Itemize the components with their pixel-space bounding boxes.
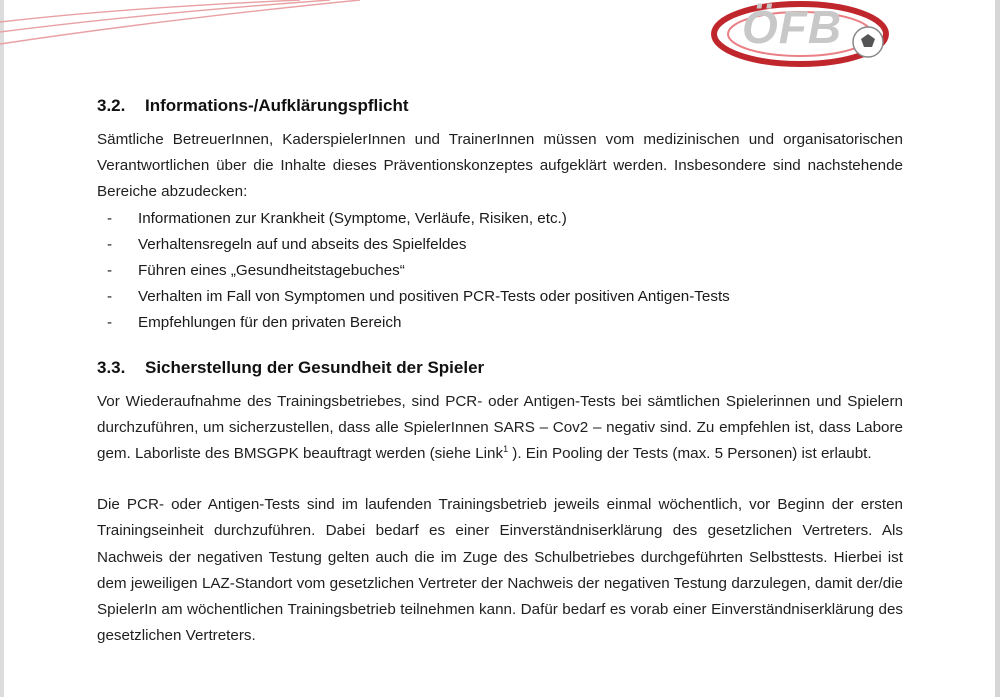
list-item xyxy=(97,206,903,232)
bullet-dash: - xyxy=(107,314,113,332)
bullet-dash: - xyxy=(107,262,113,280)
bullet-dash: - xyxy=(107,209,113,227)
paragraph-text-continued: ). Ein Pooling der Tests (max. 5 Personen) ist erlaubt. xyxy=(508,445,872,463)
document-body xyxy=(97,92,903,649)
section-heading-3-2 xyxy=(97,92,903,120)
list-item xyxy=(97,310,903,336)
section-title: Sicherstellung der Gesundheit der Spieler xyxy=(145,357,485,377)
intro-paragraph: Sämtliche BetreuerInnen, KaderspielerInnen und TrainerInnen müssen vom medizinischen und organisatorischen Verantwortlichen über die Inhalte dieses Präventionskonzeptes aufgeklärt werden. Insbesondere sind nachstehende Bereiche abzudecken: xyxy=(97,131,903,201)
decorative-swoosh-lines xyxy=(0,0,360,60)
list-item-text: Empfehlungen für den privaten Bereich xyxy=(138,314,402,332)
section-number: 3.2. xyxy=(97,96,126,115)
test-requirements-paragraph xyxy=(97,389,903,468)
section-heading-3-3 xyxy=(97,354,903,382)
list-item-text: Verhalten im Fall von Symptomen und positiven PCR-Tests oder positiven Antigen-Tests xyxy=(138,288,730,306)
section-number: 3.3. xyxy=(97,357,126,377)
list-item xyxy=(97,232,903,258)
section-title: Informations-/Aufklärungspflicht xyxy=(145,96,409,115)
bullet-dash: - xyxy=(107,288,113,306)
list-item xyxy=(97,284,903,310)
bullet-list xyxy=(97,206,903,337)
list-item-text: Führen eines „Gesundheitstagebuches“ xyxy=(138,262,405,280)
scan-edge-right xyxy=(995,0,1000,697)
scan-edge-left xyxy=(0,0,4,697)
footnote-reference: 1 xyxy=(503,443,509,454)
list-item xyxy=(97,258,903,284)
paragraph-text: Vor Wiederaufnahme des Trainingsbetriebes, sind PCR- oder Antigen-Tests bei sämtlichen Spielerinnen und Spielern durchzuführen, um sicherzustellen, dass alle SpielerInnen SARS – Cov2 – negativ sind. Zu empfehlen ist, dass Labore gem. Laborliste des BMSGPK beauftragt werden (siehe Link xyxy=(97,392,903,463)
weekly-testing-paragraph: Die PCR- oder Antigen-Tests sind im laufenden Trainingsbetrieb jeweils einmal wöchentlich, vor Beginn der ersten Trainingseinheit durchzuführen. Dabei bedarf es einer Einverständniserklärung des gesetzlichen Vertreters. Als Nachweis der negativen Testung gelten auch die im Zuge des Schulbetriebes durchgeführten Selbsttests. Hierbei ist dem jeweiligen LAZ-Standort vom gesetzlichen Vertreter der Nachweis der negativen Testung darzulegen, damit der/die SpielerIn am wöchentlichen Trainingsbetrieb teilnehmen kann. Dafür bedarf es vorab einer Einverständniserklärung des gesetzlichen Vertreters. xyxy=(97,496,903,645)
bullet-dash: - xyxy=(107,235,113,253)
logo-text: ÖFB xyxy=(742,1,843,53)
list-item-text: Informationen zur Krankheit (Symptome, Verläufe, Risiken, etc.) xyxy=(138,209,567,227)
list-item-text: Verhaltensregeln auf und abseits des Spielfeldes xyxy=(138,235,467,253)
